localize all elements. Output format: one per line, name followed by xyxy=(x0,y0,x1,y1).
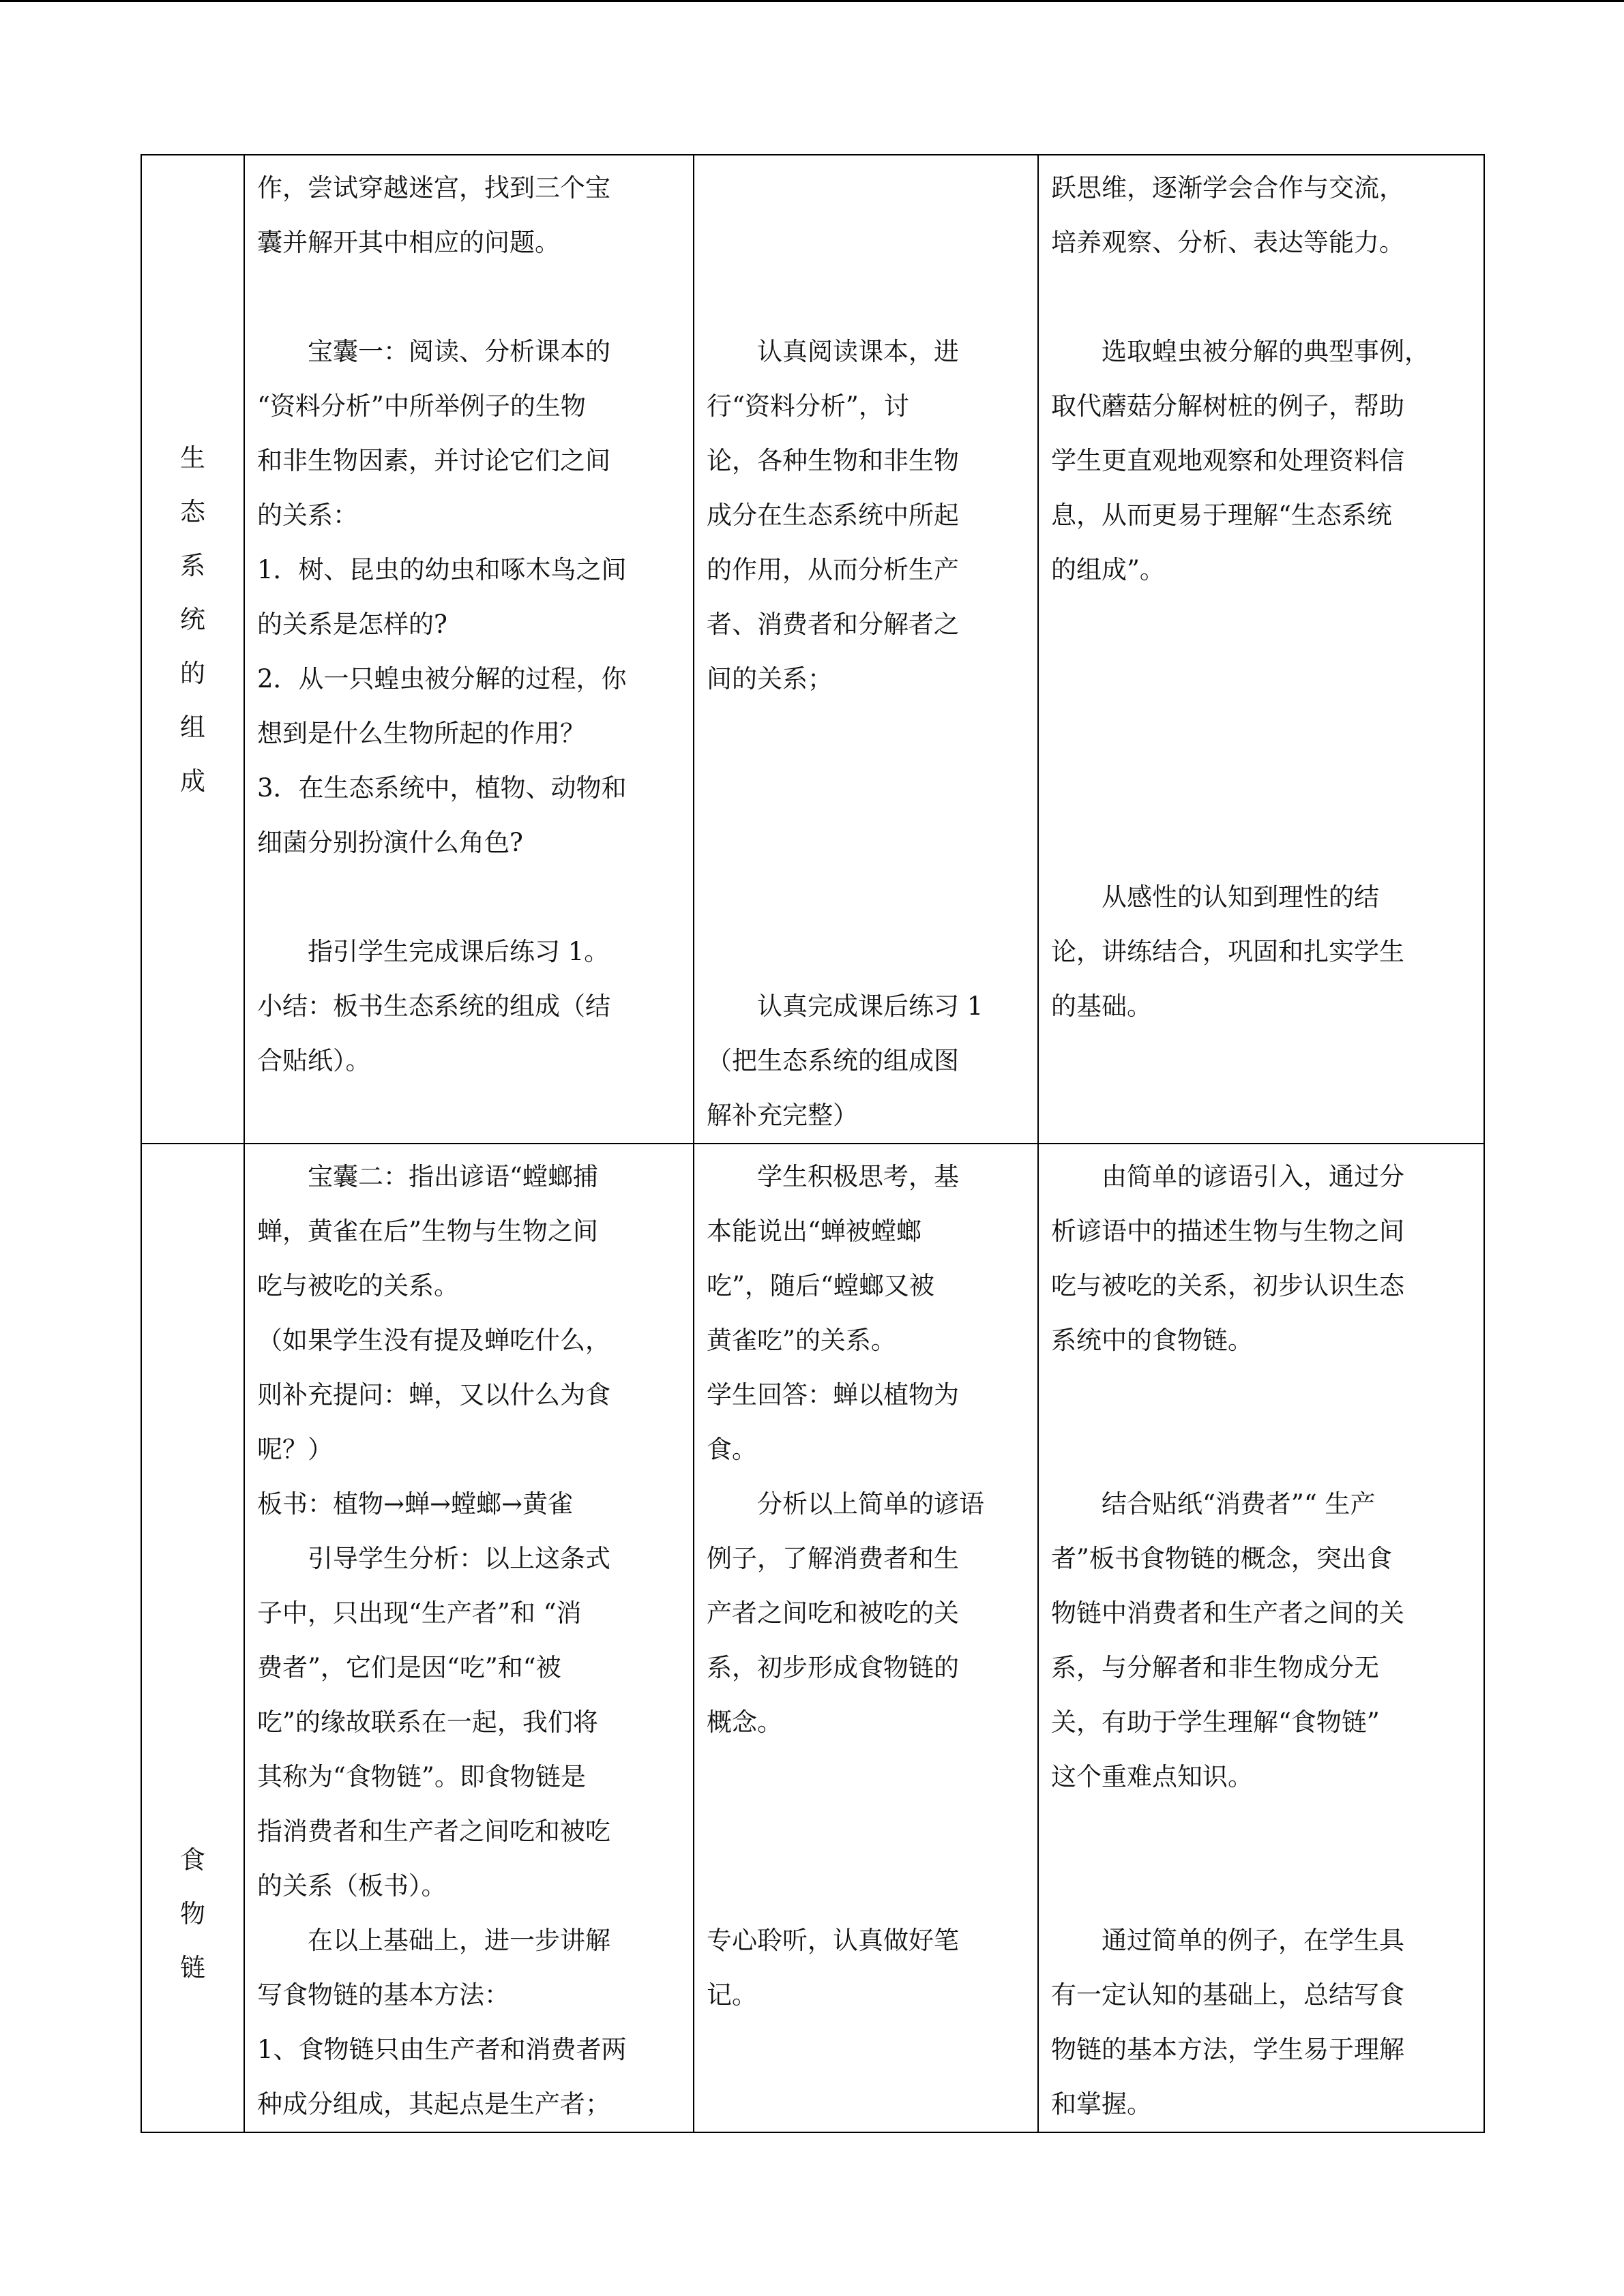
text-line: 系，初步形成食物链的 xyxy=(707,1653,959,1682)
text-line: （把生态系统的组成图 xyxy=(707,1046,959,1075)
text-line: 合贴纸）。 xyxy=(257,1046,371,1075)
text-line: 本能说出“蝉被螳螂 xyxy=(707,1217,921,1246)
text-line: 吃”的缘故联系在一起，我们将 xyxy=(257,1708,598,1737)
text-line: 认真完成课后练习 1 xyxy=(757,992,984,1021)
text-line: 通过简单的例子，在学生具 xyxy=(1102,1926,1404,1955)
text-line: 产者之间吃和被吃的关 xyxy=(707,1598,959,1628)
text-line: 吃与被吃的关系。 xyxy=(257,1271,459,1300)
text-line: 论，各种生物和非生物 xyxy=(707,446,959,475)
text-line: “资料分析”中所举例子的生物 xyxy=(257,391,586,421)
text-line: 选取蝗虫被分解的典型事例， xyxy=(1102,337,1430,366)
text-line: 析谚语中的描述生物与生物之间 xyxy=(1051,1217,1404,1246)
text-line: 宝囊二：指出谚语“螳螂捕 xyxy=(308,1162,598,1191)
teacher-activity-cell xyxy=(244,1144,694,2132)
text-line: 想到是什么生物所起的作用？ xyxy=(257,719,585,748)
text-line: 指引学生完成课后练习 1。 xyxy=(308,937,610,966)
text-line: 吃与被吃的关系，初步认识生态 xyxy=(1051,1271,1404,1300)
text-line: 和非生物因素，并讨论它们之间 xyxy=(257,446,610,475)
text-line: 系，与分解者和非生物成分无 xyxy=(1051,1653,1379,1682)
text-line: 关，有助于学生理解“食物链” xyxy=(1051,1708,1380,1737)
text-line: 宝囊一：阅读、分析课本的 xyxy=(308,337,610,366)
section-char: 组 xyxy=(180,713,205,742)
text-line: 跃思维，逐渐学会合作与交流， xyxy=(1051,173,1404,203)
text-line: 者”板书食物链的概念，突出食 xyxy=(1051,1544,1392,1573)
lesson-plan-table xyxy=(141,154,1485,2133)
text-line: 由简单的谚语引入，通过分 xyxy=(1102,1162,1404,1191)
text-line: 成分在生态系统中所起 xyxy=(707,501,959,530)
text-line: 的作用，从而分析生产 xyxy=(707,555,959,584)
text-line: 黄雀吃”的关系。 xyxy=(707,1326,896,1355)
text-line: 记。 xyxy=(707,1980,757,2010)
section-char: 的 xyxy=(180,659,205,688)
text-line: 子中，只出现“生产者”和 “消 xyxy=(257,1598,582,1628)
text-line: 的关系（板书）。 xyxy=(257,1871,447,1900)
text-line: 费者”，它们是因“吃”和“被 xyxy=(257,1653,561,1682)
design-intent-cell xyxy=(1038,155,1484,1144)
text-line: 细菌分别扮演什么角色? xyxy=(257,828,523,857)
page-top-border xyxy=(0,0,1624,2)
text-line: 的关系是怎样的? xyxy=(257,610,447,639)
table-row-food-chain xyxy=(141,1144,1484,2132)
section-char: 物 xyxy=(180,1899,205,1928)
text-line: 例子，了解消费者和生 xyxy=(707,1544,959,1573)
text-line: 这个重难点知识。 xyxy=(1051,1762,1253,1791)
text-line: 2．从一只蝗虫被分解的过程，你 xyxy=(257,664,627,694)
text-line: 1．树、昆虫的幼虫和啄木鸟之间 xyxy=(257,555,627,584)
text-line: 板书：植物→蝉→螳螂→黄雀 xyxy=(257,1489,574,1519)
text-line: 种成分组成，其起点是生产者； xyxy=(257,2089,610,2119)
text-line: 蝉，黄雀在后”生物与生物之间 xyxy=(257,1217,598,1246)
text-line: 呢？） xyxy=(257,1435,333,1464)
text-line: 取代蘑菇分解树桩的例子，帮助 xyxy=(1051,391,1404,421)
text-line: 写食物链的基本方法： xyxy=(257,1980,510,2010)
section-char: 系 xyxy=(180,551,205,580)
text-line: 和掌握。 xyxy=(1051,2089,1152,2119)
teacher-activity-cell xyxy=(244,155,694,1144)
section-char: 统 xyxy=(180,605,205,634)
student-activity-cell xyxy=(694,1144,1038,2132)
section-char: 成 xyxy=(180,766,205,796)
text-line: 物链的基本方法，学生易于理解 xyxy=(1051,2035,1404,2064)
text-line: 结合贴纸“消费者”“ 生产 xyxy=(1102,1489,1376,1519)
section-cell-food-chain xyxy=(141,1144,244,2132)
design-intent-cell xyxy=(1038,1144,1484,2132)
text-line: 在以上基础上，进一步讲解 xyxy=(308,1926,610,1955)
text-line: 则补充提问：蝉，又以什么为食 xyxy=(257,1380,610,1410)
text-line: 3．在生态系统中，植物、动物和 xyxy=(257,773,627,803)
text-line: 作，尝试穿越迷宫，找到三个宝 xyxy=(257,173,610,203)
text-line: 的组成”。 xyxy=(1051,555,1165,584)
text-line: 学生积极思考，基 xyxy=(757,1162,959,1191)
text-line: 系统中的食物链。 xyxy=(1051,1326,1253,1355)
text-line: 指消费者和生产者之间吃和被吃 xyxy=(257,1817,610,1846)
text-line: 的基础。 xyxy=(1051,992,1152,1021)
student-activity-cell xyxy=(694,155,1038,1144)
section-char: 链 xyxy=(180,1953,205,1982)
text-line: 从感性的认知到理性的结 xyxy=(1102,882,1379,912)
section-char: 生 xyxy=(180,443,205,473)
text-line: 间的关系； xyxy=(707,664,833,694)
text-line: 物链中消费者和生产者之间的关 xyxy=(1051,1598,1404,1628)
text-line: 培养观察、分析、表达等能力。 xyxy=(1051,228,1404,257)
text-line: 学生更直观地观察和处理资料信 xyxy=(1051,446,1404,475)
text-line: 解补充完整） xyxy=(707,1101,858,1130)
text-line: 1、食物链只由生产者和消费者两 xyxy=(257,2035,627,2064)
text-line: （如果学生没有提及蝉吃什么， xyxy=(257,1326,610,1355)
section-char: 食 xyxy=(180,1845,205,1875)
text-line: 引导学生分析：以上这条式 xyxy=(308,1544,610,1573)
text-line: 认真阅读课本，进 xyxy=(757,337,959,366)
text-line: 有一定认知的基础上，总结写食 xyxy=(1051,1980,1404,2010)
text-line: 息，从而更易于理解“生态系统 xyxy=(1051,501,1392,530)
section-cell-ecosystem-composition xyxy=(141,155,244,1144)
text-line: 概念。 xyxy=(707,1708,782,1737)
text-line: 专心聆听，认真做好笔 xyxy=(707,1926,959,1955)
text-line: 分析以上简单的谚语 xyxy=(757,1489,984,1519)
text-line: 论，讲练结合，巩固和扎实学生 xyxy=(1051,937,1404,966)
text-line: 其称为“食物链”。即食物链是 xyxy=(257,1762,586,1791)
table-row-ecosystem-composition xyxy=(141,155,1484,1144)
text-line: 的关系： xyxy=(257,501,358,530)
text-line: 囊并解开其中相应的问题。 xyxy=(257,228,560,257)
text-line: 吃”，随后“螳螂又被 xyxy=(707,1271,934,1300)
text-line: 学生回答：蝉以植物为 xyxy=(707,1380,959,1410)
text-line: 食。 xyxy=(707,1435,757,1464)
text-line: 行“资料分析”，讨 xyxy=(707,391,909,421)
section-char: 态 xyxy=(180,497,205,526)
text-line: 小结：板书生态系统的组成（结 xyxy=(257,992,610,1021)
text-line: 者、消费者和分解者之 xyxy=(707,610,959,639)
